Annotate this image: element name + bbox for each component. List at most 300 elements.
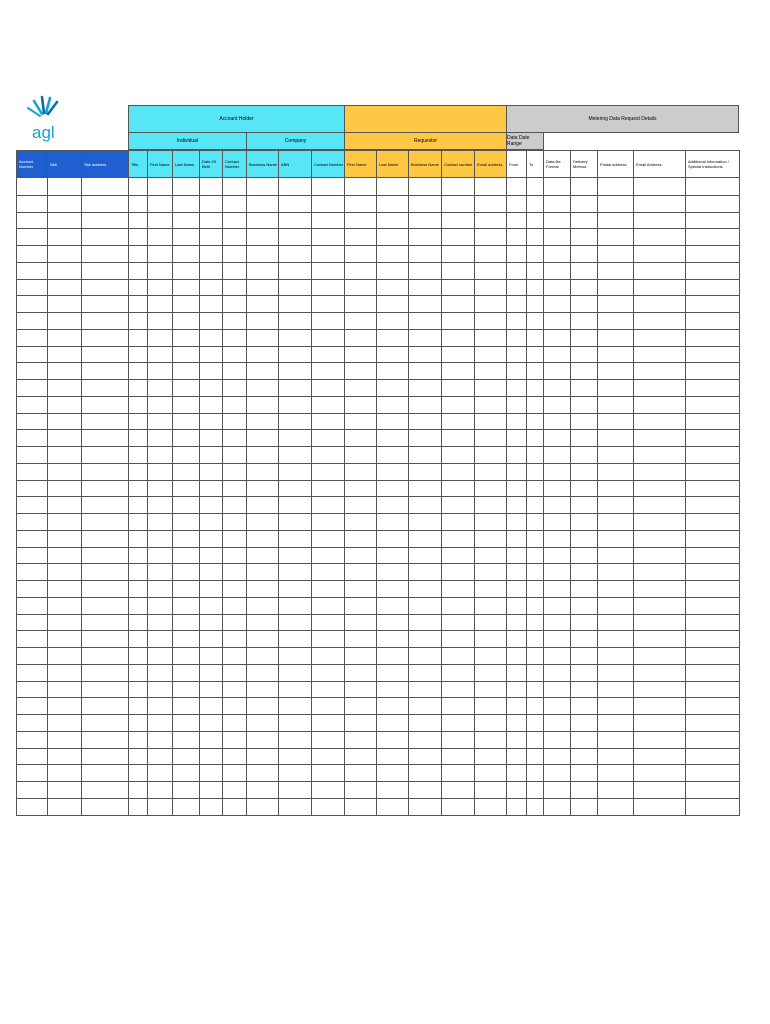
grid-cell[interactable]	[633, 429, 686, 447]
grid-cell[interactable]	[633, 781, 686, 799]
grid-cell[interactable]	[685, 228, 740, 246]
grid-cell[interactable]	[376, 714, 409, 732]
grid-cell[interactable]	[172, 312, 200, 330]
grid-cell[interactable]	[344, 362, 377, 380]
grid-cell[interactable]	[246, 714, 279, 732]
grid-cell[interactable]	[47, 279, 82, 297]
grid-cell[interactable]	[633, 362, 686, 380]
grid-cell[interactable]	[128, 647, 148, 665]
grid-cell[interactable]	[441, 413, 475, 431]
grid-cell[interactable]	[597, 245, 634, 263]
grid-cell[interactable]	[376, 781, 409, 799]
grid-cell[interactable]	[311, 764, 345, 782]
grid-cell[interactable]	[570, 279, 598, 297]
grid-cell[interactable]	[81, 178, 129, 196]
grid-cell[interactable]	[506, 764, 527, 782]
grid-cell[interactable]	[16, 798, 48, 816]
grid-cell[interactable]	[474, 245, 507, 263]
grid-cell[interactable]	[278, 580, 312, 598]
grid-cell[interactable]	[278, 379, 312, 397]
grid-cell[interactable]	[47, 580, 82, 598]
grid-cell[interactable]	[506, 346, 527, 364]
grid-cell[interactable]	[278, 647, 312, 665]
grid-cell[interactable]	[597, 279, 634, 297]
grid-cell[interactable]	[633, 681, 686, 699]
grid-cell[interactable]	[16, 429, 48, 447]
grid-cell[interactable]	[222, 446, 247, 464]
grid-cell[interactable]	[16, 764, 48, 782]
grid-cell[interactable]	[597, 212, 634, 230]
grid-cell[interactable]	[246, 212, 279, 230]
grid-cell[interactable]	[16, 781, 48, 799]
grid-cell[interactable]	[246, 480, 279, 498]
grid-cell[interactable]	[81, 346, 129, 364]
grid-cell[interactable]	[441, 228, 475, 246]
grid-cell[interactable]	[474, 279, 507, 297]
grid-cell[interactable]	[147, 379, 173, 397]
grid-cell[interactable]	[344, 429, 377, 447]
grid-cell[interactable]	[474, 413, 507, 431]
grid-cell[interactable]	[128, 714, 148, 732]
grid-cell[interactable]	[128, 362, 148, 380]
grid-cell[interactable]	[278, 178, 312, 196]
grid-cell[interactable]	[311, 446, 345, 464]
grid-cell[interactable]	[506, 681, 527, 699]
grid-cell[interactable]	[199, 614, 223, 632]
grid-cell[interactable]	[526, 513, 544, 531]
grid-cell[interactable]	[246, 798, 279, 816]
grid-cell[interactable]	[47, 396, 82, 414]
grid-cell[interactable]	[633, 530, 686, 548]
grid-cell[interactable]	[441, 346, 475, 364]
grid-cell[interactable]	[570, 413, 598, 431]
grid-cell[interactable]	[344, 312, 377, 330]
grid-cell[interactable]	[474, 798, 507, 816]
grid-cell[interactable]	[246, 748, 279, 766]
grid-cell[interactable]	[344, 379, 377, 397]
grid-cell[interactable]	[526, 496, 544, 514]
grid-cell[interactable]	[81, 396, 129, 414]
grid-cell[interactable]	[199, 178, 223, 196]
grid-cell[interactable]	[311, 496, 345, 514]
grid-cell[interactable]	[408, 396, 442, 414]
grid-cell[interactable]	[376, 312, 409, 330]
grid-cell[interactable]	[278, 614, 312, 632]
grid-cell[interactable]	[570, 329, 598, 347]
grid-cell[interactable]	[441, 480, 475, 498]
grid-cell[interactable]	[597, 714, 634, 732]
grid-cell[interactable]	[376, 697, 409, 715]
grid-cell[interactable]	[172, 798, 200, 816]
grid-cell[interactable]	[685, 463, 740, 481]
grid-cell[interactable]	[474, 429, 507, 447]
grid-cell[interactable]	[597, 429, 634, 447]
grid-cell[interactable]	[408, 178, 442, 196]
grid-cell[interactable]	[47, 630, 82, 648]
grid-cell[interactable]	[597, 781, 634, 799]
grid-cell[interactable]	[311, 262, 345, 280]
grid-cell[interactable]	[633, 731, 686, 749]
grid-cell[interactable]	[172, 748, 200, 766]
grid-cell[interactable]	[16, 178, 48, 196]
grid-cell[interactable]	[222, 748, 247, 766]
grid-cell[interactable]	[506, 647, 527, 665]
grid-cell[interactable]	[685, 547, 740, 565]
grid-cell[interactable]	[16, 362, 48, 380]
grid-cell[interactable]	[506, 178, 527, 196]
grid-cell[interactable]	[172, 195, 200, 213]
grid-cell[interactable]	[199, 714, 223, 732]
grid-cell[interactable]	[376, 597, 409, 615]
grid-cell[interactable]	[597, 463, 634, 481]
grid-cell[interactable]	[474, 379, 507, 397]
grid-cell[interactable]	[147, 496, 173, 514]
grid-cell[interactable]	[199, 681, 223, 699]
grid-cell[interactable]	[47, 212, 82, 230]
grid-cell[interactable]	[474, 597, 507, 615]
grid-cell[interactable]	[633, 664, 686, 682]
grid-cell[interactable]	[81, 530, 129, 548]
grid-cell[interactable]	[633, 480, 686, 498]
grid-cell[interactable]	[685, 396, 740, 414]
grid-cell[interactable]	[147, 630, 173, 648]
grid-cell[interactable]	[311, 664, 345, 682]
grid-cell[interactable]	[47, 413, 82, 431]
grid-cell[interactable]	[147, 463, 173, 481]
grid-cell[interactable]	[685, 480, 740, 498]
grid-cell[interactable]	[408, 195, 442, 213]
grid-cell[interactable]	[570, 312, 598, 330]
grid-cell[interactable]	[172, 379, 200, 397]
grid-cell[interactable]	[344, 279, 377, 297]
grid-cell[interactable]	[311, 329, 345, 347]
grid-cell[interactable]	[47, 463, 82, 481]
grid-cell[interactable]	[474, 513, 507, 531]
grid-cell[interactable]	[408, 764, 442, 782]
grid-cell[interactable]	[474, 463, 507, 481]
grid-cell[interactable]	[474, 228, 507, 246]
grid-cell[interactable]	[441, 614, 475, 632]
grid-cell[interactable]	[222, 346, 247, 364]
grid-cell[interactable]	[543, 580, 571, 598]
grid-cell[interactable]	[685, 714, 740, 732]
grid-cell[interactable]	[408, 748, 442, 766]
grid-cell[interactable]	[633, 346, 686, 364]
grid-cell[interactable]	[199, 262, 223, 280]
grid-cell[interactable]	[376, 379, 409, 397]
grid-cell[interactable]	[81, 664, 129, 682]
grid-cell[interactable]	[633, 547, 686, 565]
grid-cell[interactable]	[441, 547, 475, 565]
grid-cell[interactable]	[441, 647, 475, 665]
grid-cell[interactable]	[543, 513, 571, 531]
grid-cell[interactable]	[246, 614, 279, 632]
grid-cell[interactable]	[506, 597, 527, 615]
grid-cell[interactable]	[278, 731, 312, 749]
grid-cell[interactable]	[506, 396, 527, 414]
grid-cell[interactable]	[246, 580, 279, 598]
grid-cell[interactable]	[570, 463, 598, 481]
grid-cell[interactable]	[222, 513, 247, 531]
grid-cell[interactable]	[597, 513, 634, 531]
grid-cell[interactable]	[81, 362, 129, 380]
grid-cell[interactable]	[441, 463, 475, 481]
grid-cell[interactable]	[16, 647, 48, 665]
grid-cell[interactable]	[408, 714, 442, 732]
grid-cell[interactable]	[685, 212, 740, 230]
grid-cell[interactable]	[16, 731, 48, 749]
grid-cell[interactable]	[526, 547, 544, 565]
grid-cell[interactable]	[172, 262, 200, 280]
grid-cell[interactable]	[408, 597, 442, 615]
grid-cell[interactable]	[506, 798, 527, 816]
grid-cell[interactable]	[633, 563, 686, 581]
grid-cell[interactable]	[526, 798, 544, 816]
grid-cell[interactable]	[597, 228, 634, 246]
grid-cell[interactable]	[685, 681, 740, 699]
grid-cell[interactable]	[16, 446, 48, 464]
grid-cell[interactable]	[172, 681, 200, 699]
grid-cell[interactable]	[81, 798, 129, 816]
grid-cell[interactable]	[147, 228, 173, 246]
grid-cell[interactable]	[128, 446, 148, 464]
grid-cell[interactable]	[543, 429, 571, 447]
grid-cell[interactable]	[16, 295, 48, 313]
grid-cell[interactable]	[441, 563, 475, 581]
grid-cell[interactable]	[311, 379, 345, 397]
grid-cell[interactable]	[526, 178, 544, 196]
grid-cell[interactable]	[128, 513, 148, 531]
grid-cell[interactable]	[543, 530, 571, 548]
grid-cell[interactable]	[597, 547, 634, 565]
grid-cell[interactable]	[474, 731, 507, 749]
grid-cell[interactable]	[47, 295, 82, 313]
grid-cell[interactable]	[506, 228, 527, 246]
grid-cell[interactable]	[408, 580, 442, 598]
grid-cell[interactable]	[543, 748, 571, 766]
grid-cell[interactable]	[441, 764, 475, 782]
grid-cell[interactable]	[278, 446, 312, 464]
grid-cell[interactable]	[311, 312, 345, 330]
grid-cell[interactable]	[633, 513, 686, 531]
grid-cell[interactable]	[506, 262, 527, 280]
grid-cell[interactable]	[47, 798, 82, 816]
grid-cell[interactable]	[685, 496, 740, 514]
grid-cell[interactable]	[408, 463, 442, 481]
grid-cell[interactable]	[506, 312, 527, 330]
grid-cell[interactable]	[685, 295, 740, 313]
grid-cell[interactable]	[376, 630, 409, 648]
grid-cell[interactable]	[474, 664, 507, 682]
grid-cell[interactable]	[441, 245, 475, 263]
grid-cell[interactable]	[278, 463, 312, 481]
grid-cell[interactable]	[199, 781, 223, 799]
grid-cell[interactable]	[633, 630, 686, 648]
grid-cell[interactable]	[246, 295, 279, 313]
grid-cell[interactable]	[543, 245, 571, 263]
grid-cell[interactable]	[128, 245, 148, 263]
grid-cell[interactable]	[199, 513, 223, 531]
grid-cell[interactable]	[278, 346, 312, 364]
grid-cell[interactable]	[311, 714, 345, 732]
grid-cell[interactable]	[506, 413, 527, 431]
grid-cell[interactable]	[172, 463, 200, 481]
grid-cell[interactable]	[344, 530, 377, 548]
grid-cell[interactable]	[597, 446, 634, 464]
grid-cell[interactable]	[633, 764, 686, 782]
grid-cell[interactable]	[222, 630, 247, 648]
grid-cell[interactable]	[47, 547, 82, 565]
grid-cell[interactable]	[633, 312, 686, 330]
grid-cell[interactable]	[633, 379, 686, 397]
grid-cell[interactable]	[47, 681, 82, 699]
grid-cell[interactable]	[474, 614, 507, 632]
grid-cell[interactable]	[408, 379, 442, 397]
grid-cell[interactable]	[311, 597, 345, 615]
grid-cell[interactable]	[147, 413, 173, 431]
grid-cell[interactable]	[81, 681, 129, 699]
grid-cell[interactable]	[128, 748, 148, 766]
grid-cell[interactable]	[441, 262, 475, 280]
grid-cell[interactable]	[278, 547, 312, 565]
grid-cell[interactable]	[147, 262, 173, 280]
grid-cell[interactable]	[506, 195, 527, 213]
grid-cell[interactable]	[344, 346, 377, 364]
grid-cell[interactable]	[633, 714, 686, 732]
grid-cell[interactable]	[81, 312, 129, 330]
grid-cell[interactable]	[474, 697, 507, 715]
grid-cell[interactable]	[128, 346, 148, 364]
grid-cell[interactable]	[246, 547, 279, 565]
grid-cell[interactable]	[246, 178, 279, 196]
grid-cell[interactable]	[16, 463, 48, 481]
grid-cell[interactable]	[633, 396, 686, 414]
grid-cell[interactable]	[685, 413, 740, 431]
grid-cell[interactable]	[344, 413, 377, 431]
grid-cell[interactable]	[278, 262, 312, 280]
grid-cell[interactable]	[633, 262, 686, 280]
grid-cell[interactable]	[311, 681, 345, 699]
grid-cell[interactable]	[16, 748, 48, 766]
grid-cell[interactable]	[570, 597, 598, 615]
grid-cell[interactable]	[597, 748, 634, 766]
grid-cell[interactable]	[81, 614, 129, 632]
grid-cell[interactable]	[222, 563, 247, 581]
grid-cell[interactable]	[16, 329, 48, 347]
grid-cell[interactable]	[506, 379, 527, 397]
grid-cell[interactable]	[506, 362, 527, 380]
grid-cell[interactable]	[81, 228, 129, 246]
grid-cell[interactable]	[506, 245, 527, 263]
grid-cell[interactable]	[16, 664, 48, 682]
grid-cell[interactable]	[441, 731, 475, 749]
grid-cell[interactable]	[408, 312, 442, 330]
grid-cell[interactable]	[172, 547, 200, 565]
grid-cell[interactable]	[344, 178, 377, 196]
grid-cell[interactable]	[222, 647, 247, 665]
grid-cell[interactable]	[543, 547, 571, 565]
grid-cell[interactable]	[199, 429, 223, 447]
grid-cell[interactable]	[311, 396, 345, 414]
grid-cell[interactable]	[81, 262, 129, 280]
grid-cell[interactable]	[441, 329, 475, 347]
grid-cell[interactable]	[222, 413, 247, 431]
grid-cell[interactable]	[222, 614, 247, 632]
grid-cell[interactable]	[147, 279, 173, 297]
grid-cell[interactable]	[47, 764, 82, 782]
grid-cell[interactable]	[441, 312, 475, 330]
grid-cell[interactable]	[172, 413, 200, 431]
grid-cell[interactable]	[246, 195, 279, 213]
grid-cell[interactable]	[47, 597, 82, 615]
grid-cell[interactable]	[441, 630, 475, 648]
grid-cell[interactable]	[408, 496, 442, 514]
grid-cell[interactable]	[16, 630, 48, 648]
grid-cell[interactable]	[172, 513, 200, 531]
grid-cell[interactable]	[408, 329, 442, 347]
grid-cell[interactable]	[408, 664, 442, 682]
grid-cell[interactable]	[408, 513, 442, 531]
grid-cell[interactable]	[81, 446, 129, 464]
grid-cell[interactable]	[199, 664, 223, 682]
grid-cell[interactable]	[570, 429, 598, 447]
grid-cell[interactable]	[441, 748, 475, 766]
grid-cell[interactable]	[526, 580, 544, 598]
grid-cell[interactable]	[597, 614, 634, 632]
grid-cell[interactable]	[408, 295, 442, 313]
grid-cell[interactable]	[278, 295, 312, 313]
grid-cell[interactable]	[506, 463, 527, 481]
grid-cell[interactable]	[81, 329, 129, 347]
grid-cell[interactable]	[172, 178, 200, 196]
grid-cell[interactable]	[147, 329, 173, 347]
grid-cell[interactable]	[506, 563, 527, 581]
grid-cell[interactable]	[526, 429, 544, 447]
grid-cell[interactable]	[344, 580, 377, 598]
grid-cell[interactable]	[543, 396, 571, 414]
grid-cell[interactable]	[597, 664, 634, 682]
grid-cell[interactable]	[376, 396, 409, 414]
grid-cell[interactable]	[172, 714, 200, 732]
grid-cell[interactable]	[633, 597, 686, 615]
grid-cell[interactable]	[311, 781, 345, 799]
grid-cell[interactable]	[570, 480, 598, 498]
grid-cell[interactable]	[685, 195, 740, 213]
grid-cell[interactable]	[47, 513, 82, 531]
grid-cell[interactable]	[570, 781, 598, 799]
grid-cell[interactable]	[311, 580, 345, 598]
grid-cell[interactable]	[376, 480, 409, 498]
grid-cell[interactable]	[441, 597, 475, 615]
grid-cell[interactable]	[570, 228, 598, 246]
grid-cell[interactable]	[172, 630, 200, 648]
grid-cell[interactable]	[47, 312, 82, 330]
grid-cell[interactable]	[344, 664, 377, 682]
grid-cell[interactable]	[685, 178, 740, 196]
grid-cell[interactable]	[16, 262, 48, 280]
grid-cell[interactable]	[47, 178, 82, 196]
grid-cell[interactable]	[246, 530, 279, 548]
grid-cell[interactable]	[172, 396, 200, 414]
grid-cell[interactable]	[526, 463, 544, 481]
grid-cell[interactable]	[543, 764, 571, 782]
grid-cell[interactable]	[147, 580, 173, 598]
grid-cell[interactable]	[147, 597, 173, 615]
grid-cell[interactable]	[16, 396, 48, 414]
grid-cell[interactable]	[570, 195, 598, 213]
grid-cell[interactable]	[526, 630, 544, 648]
grid-cell[interactable]	[376, 195, 409, 213]
